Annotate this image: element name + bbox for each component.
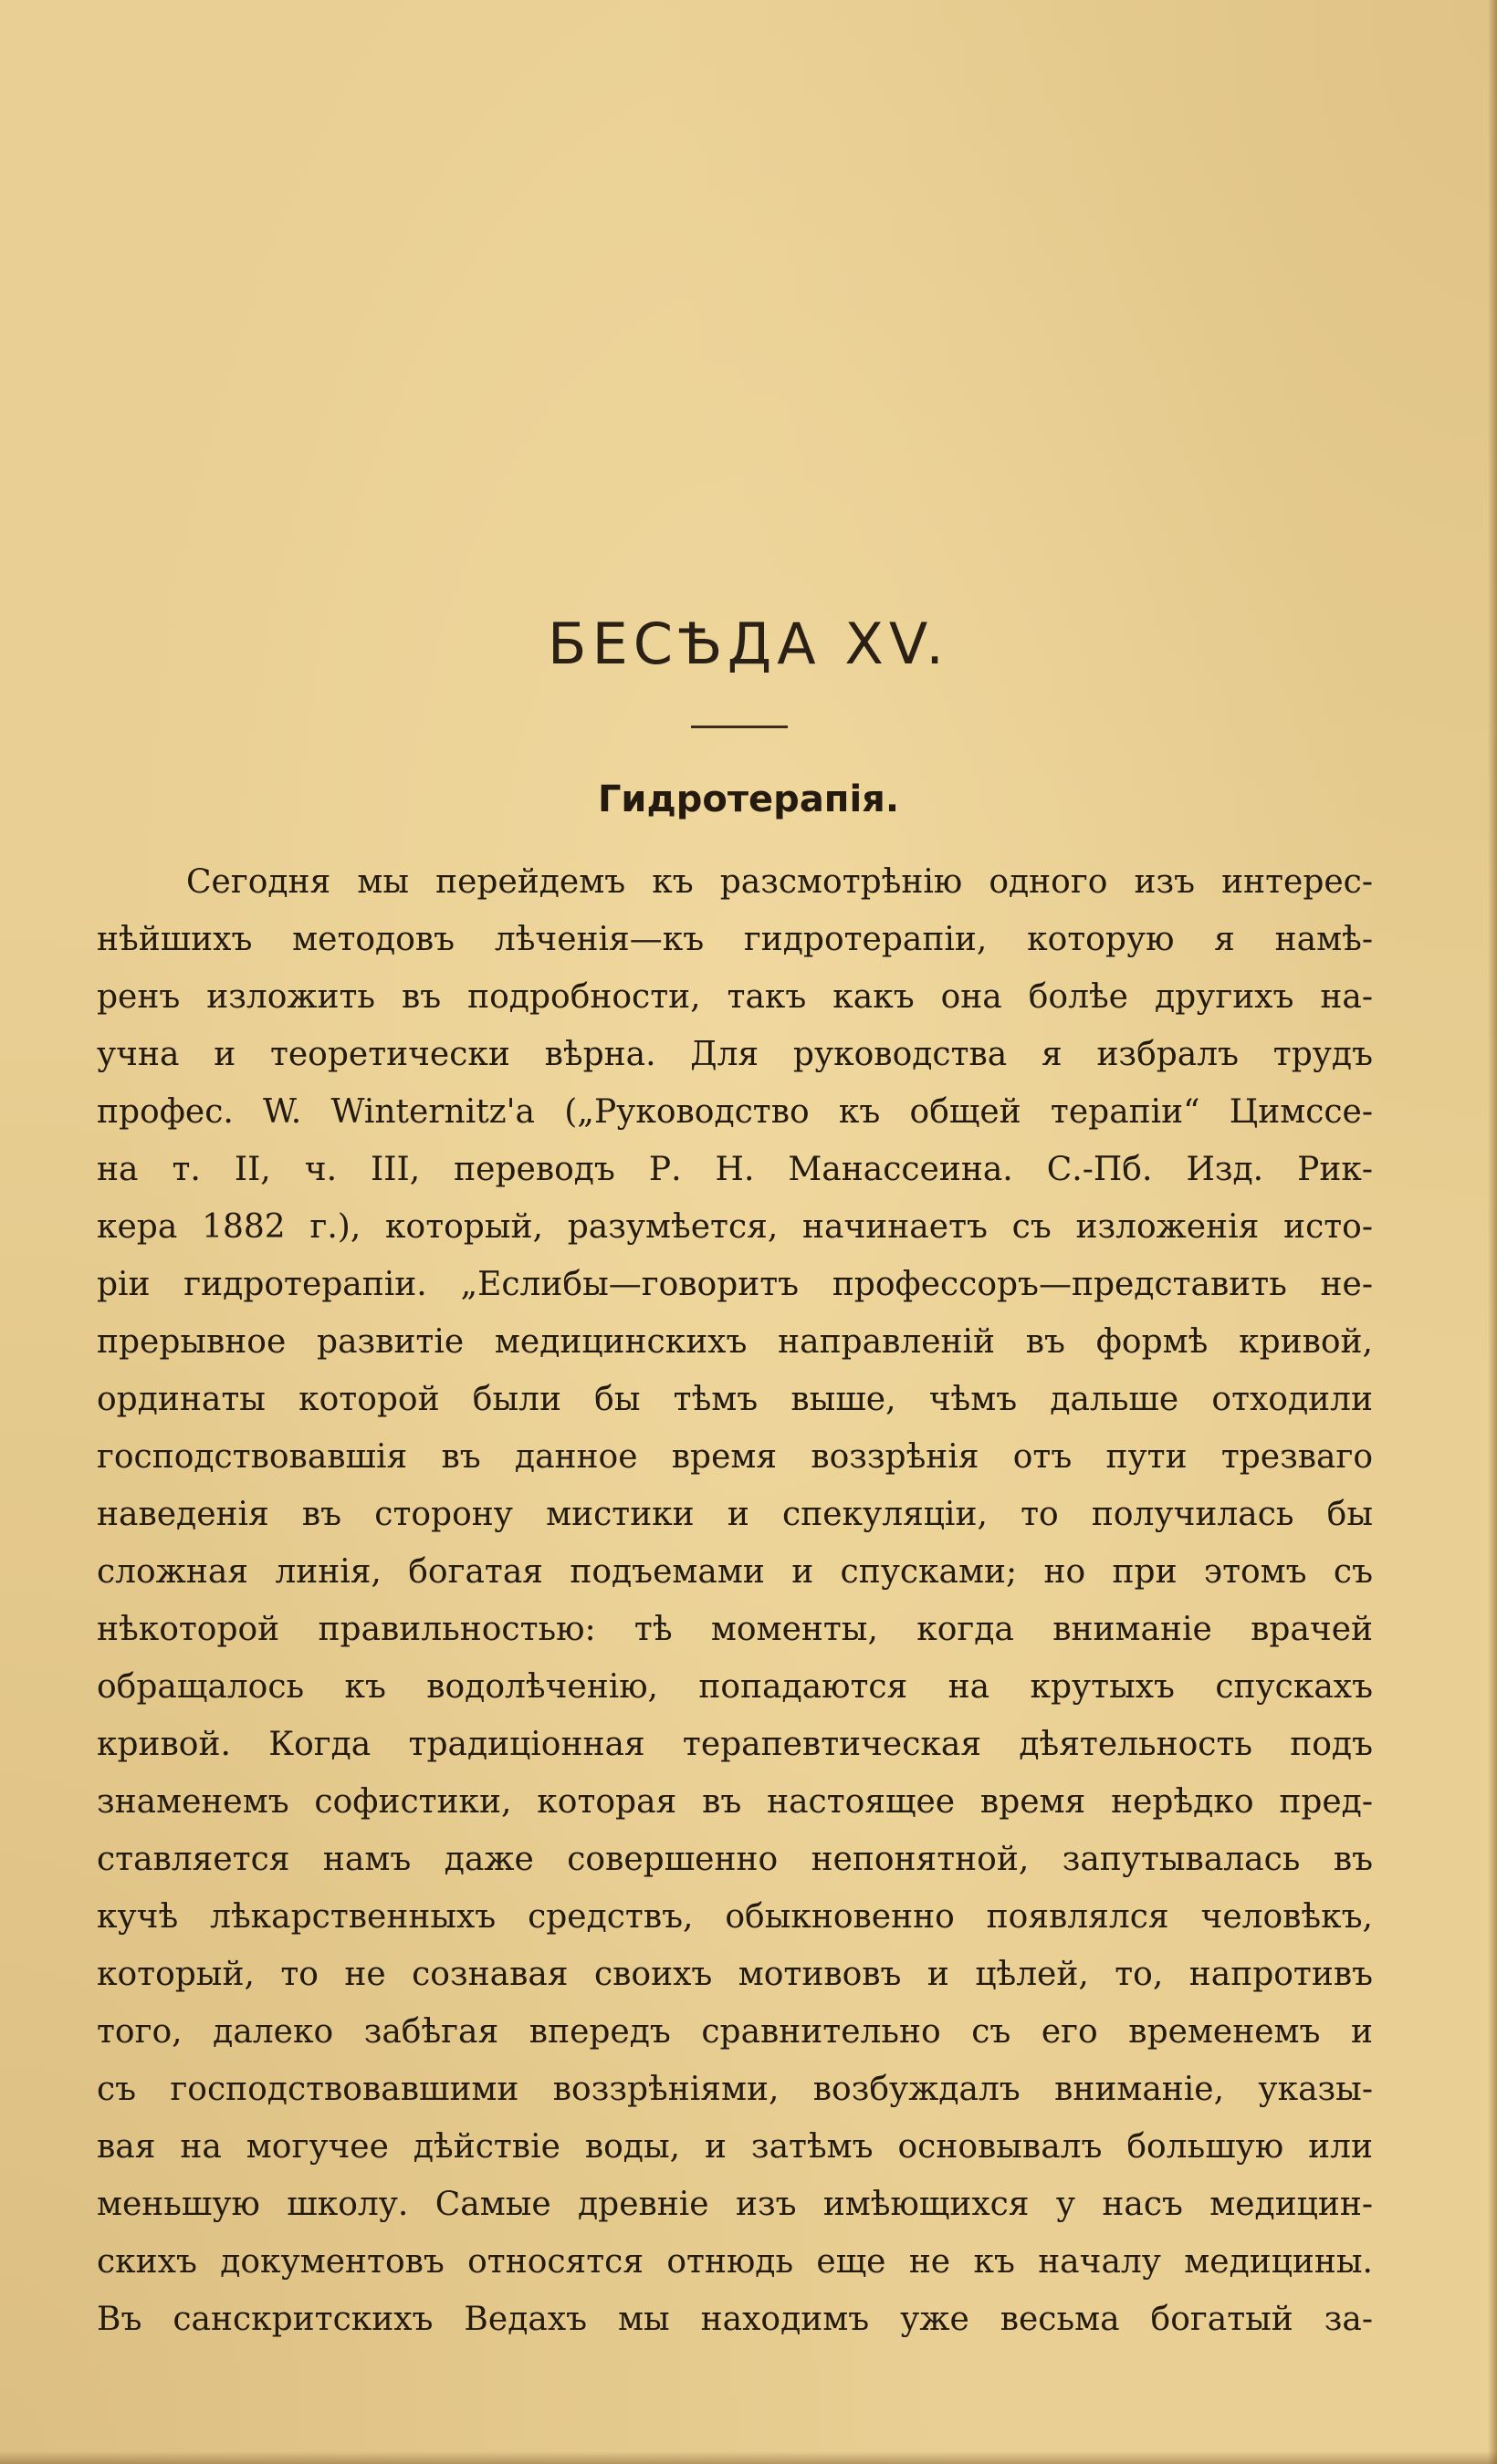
text-line: вая на могучее дѣйствіе воды, и затѣмъ основывалъ большую или — [97, 2128, 1373, 2166]
text-line: прерывное развитіе медицинскихъ направленій въ формѣ кривой, — [97, 1323, 1373, 1361]
text-line: кривой. Когда традиціонная терапевтическая дѣятельность подъ — [97, 1726, 1373, 1763]
text-line: ординаты которой были бы тѣмъ выше, чѣмъ дальше отходили — [97, 1381, 1373, 1418]
page-edge-right — [1488, 0, 1497, 2464]
text-line: господствовавшія въ данное время воззрѣнія отъ пути трезваго — [97, 1438, 1373, 1476]
text-line: нѣйшихъ методовъ лѣченія—къ гидротерапіи, которую я намѣ- — [97, 921, 1373, 958]
text-line: профес. W. Winternitz'а („Руководство къ общей терапіи“ Цимссе- — [97, 1093, 1373, 1131]
body-text — [97, 853, 1373, 2348]
text-line: который, то не сознавая своихъ мотивовъ и цѣлей, то, напротивъ — [97, 1956, 1373, 1993]
chapter-heading: БЕСѢДА XV. — [548, 611, 949, 677]
text-line: обращалось къ водолѣченію, попадаются на крутыхъ спускахъ — [97, 1668, 1373, 1706]
text-line: сложная линія, богатая подъемами и спусками; но при этомъ съ — [97, 1553, 1373, 1591]
text-line: кучѣ лѣкарственныхъ средствъ, обыкновенно появлялся человѣкъ, — [97, 1898, 1373, 1936]
text-line: наведенія въ сторону мистики и спекуляціи, то получилась бы — [97, 1496, 1373, 1533]
heading-divider — [691, 726, 788, 728]
page-edge-bottom — [0, 2451, 1497, 2464]
text-line: на т. II, ч. III, переводъ Р. Н. Манассеина. С.-Пб. Изд. Рик- — [97, 1151, 1373, 1188]
text-line: Сегодня мы перейдемъ къ разсмотрѣнію одного изъ интерес- — [186, 863, 1373, 901]
text-line: учна и теоретически вѣрна. Для руководства я избралъ трудъ — [97, 1036, 1373, 1073]
text-line: ренъ изложить въ подробности, такъ какъ она болѣе другихъ на- — [97, 978, 1373, 1016]
text-line: знаменемъ софистики, которая въ настоящее время нерѣдко пред- — [97, 1783, 1373, 1821]
text-line: нѣкоторой правильностью: тѣ моменты, когда вниманіе врачей — [97, 1611, 1373, 1648]
text-line: Въ санскритскихъ Ведахъ мы находимъ уже весьма богатый за- — [97, 2301, 1373, 2338]
text-line: меньшую школу. Самые древніе изъ имѣющихся у насъ медицин- — [97, 2186, 1373, 2223]
section-subtitle: Гидротерапія. — [597, 778, 900, 820]
text-line: скихъ документовъ относятся отнюдь еще не къ началу медицины. — [97, 2243, 1373, 2281]
text-line: съ господствовавшими воззрѣніями, возбуждалъ вниманіе, указы- — [97, 2071, 1373, 2108]
text-line: кера 1882 г.), который, разумѣется, начинаетъ съ изложенія исто- — [97, 1208, 1373, 1246]
text-line: ріи гидротерапіи. „Еслибы—говоритъ профессоръ—представить не- — [97, 1266, 1373, 1303]
text-line: ставляется намъ даже совершенно непонятной, запутывалась въ — [97, 1841, 1373, 1878]
text-line: того, далеко забѣгая впередъ сравнительно съ его временемъ и — [97, 2013, 1373, 2051]
